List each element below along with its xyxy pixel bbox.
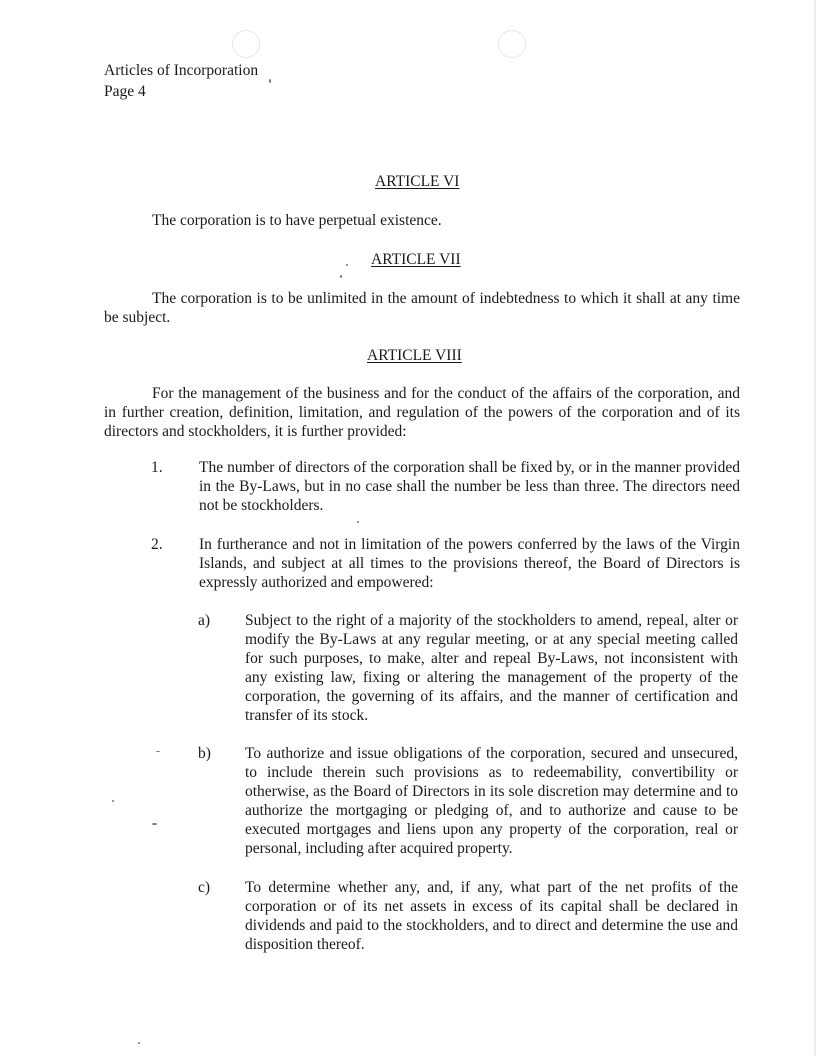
article-viii-intro: For the management of the business and for the conduct of the affairs of the corporation, and in further creation, definition, limitation, and regulation of the powers of the corporation and of its directors and stockholders, it is further provided: [104,385,740,440]
subitem-text: To authorize and issue obligations of the corporation, secured and unsecured, to include therein such provisions as to redeemability, convertibility or otherwise, as the Board of Directors in its sole discretion may determine and to authorize the mortgaging or pledging of, and to authorize and cause to be executed mortgages and liens upon any property of the corporation, real or personal, including after acquired property. [245,745,738,857]
item-text: In furtherance and not in limitation of the powers conferred by the laws of the Virgin Islands, and subject at all times to the provisions thereof, the Board of Directors is expressly authorized and empowered: [199,536,740,591]
punch-hole-left [232,30,260,58]
scan-speck [138,1042,140,1044]
article-vi-heading: ARTICLE VI [375,173,460,190]
punch-hole-right [498,30,526,58]
scan-speck [357,521,359,523]
page-number: Page 4 [104,83,146,100]
scan-speck [269,79,271,83]
subitem-label: b) [198,745,211,762]
subitem-text: To determine whether any, and, if any, what part of the net profits of the corporation or of its net assets in excess of its capital shall be declared in dividends and paid to the stockholders, and to direct and determine the use and disposition thereof. [245,879,738,953]
scan-speck [152,823,157,825]
subitem-label: a) [198,612,211,629]
scan-speck [156,751,160,752]
subitem-text: Subject to the right of a majority of the stockholders to amend, repeal, alter or modify the By-Laws at any regular meeting, or at any special meeting called for such purposes, to make, alter and repeal By-Laws, not inconsistent with any existing law, fixing or altering the management of the property of the corporation, the governing of its affairs, and the manner of certification and transfer of its stock. [245,612,738,724]
document-title: Articles of Incorporation [104,62,259,79]
article-vi-text: The corporation is to have perpetual existence. [152,212,442,229]
page-header [104,60,258,102]
item-number: 1. [151,459,163,476]
article-vii-heading: ARTICLE VII [371,251,461,268]
subitem-label: c) [198,879,211,896]
article-vii-text: The corporation is to be unlimited in the amount of indebtedness to which it shall at any time be subject. [104,290,740,326]
item-number: 2. [151,536,163,553]
article-viii-heading: ARTICLE VIII [367,347,462,364]
scan-speck [340,275,342,278]
scan-speck [346,264,348,266]
item-text: The number of directors of the corporation shall be fixed by, or in the manner provided in the By-Laws, but in no case shall the number be less than three. The directors need not be stockholders. [199,459,740,514]
scan-speck [112,800,114,802]
